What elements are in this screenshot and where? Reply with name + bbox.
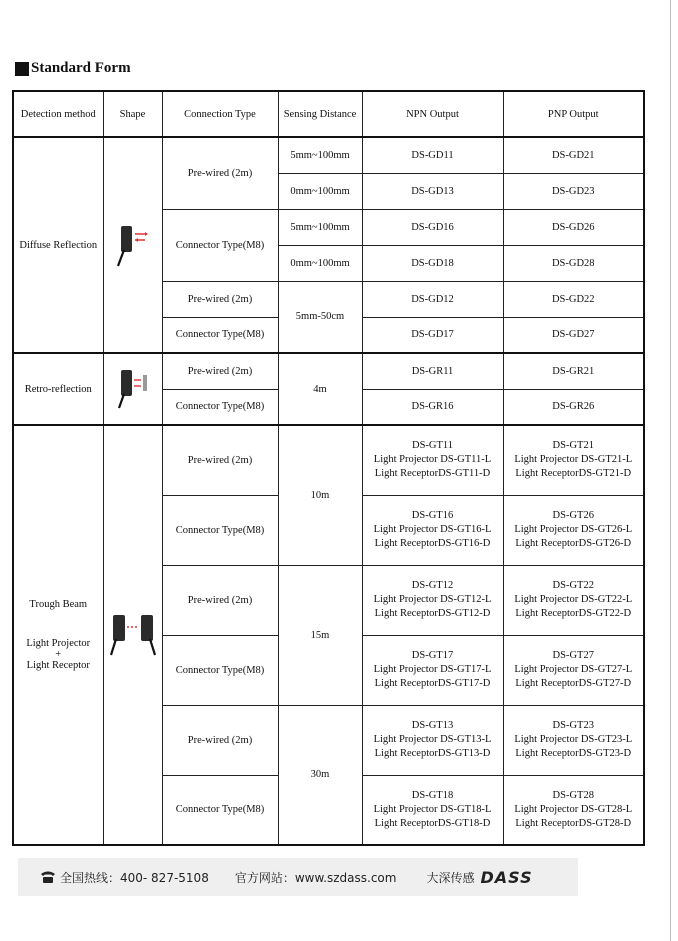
receptor-code: Light ReceptorDS-GT28-D (515, 817, 632, 829)
pnp-cell (503, 775, 644, 845)
conn-cell: Pre-wired (2m) (162, 565, 278, 635)
projector-code: Light Projector DS-GT26-L (514, 524, 633, 535)
conn-cell: Pre-wired (2m) (162, 137, 278, 209)
dist-cell: 15m (278, 565, 362, 705)
receptor-code: Light ReceptorDS-GT18-D (374, 817, 491, 829)
pnp-cell: DS-GD21 (503, 137, 644, 173)
npn-cell (362, 495, 503, 565)
projector-code: Light Projector DS-GT18-L (373, 803, 492, 815)
website-text: 官方网站：www.szdass.com (234, 870, 397, 885)
header-pnp: PNP Output (503, 91, 644, 137)
method-retro: Retro-reflection (13, 353, 103, 425)
npn-cell (362, 775, 503, 845)
npn-cell: DS-GD12 (362, 281, 503, 317)
receptor-code: Light ReceptorDS-GT21-D (515, 468, 632, 480)
npn-cell (362, 705, 503, 775)
projector-code: Light Projector DS-GT16-L (373, 524, 492, 535)
shape-through-beam (103, 425, 162, 845)
npn-cell: DS-GR16 (362, 389, 503, 425)
brand-logo: DASS (480, 867, 533, 887)
npn-cell: DS-GR11 (362, 353, 503, 389)
receptor-code: Light ReceptorDS-GT17-D (374, 678, 491, 689)
conn-cell: Connector Type(M8) (162, 775, 278, 845)
projector-code: Light Projector DS-GT21-L (514, 454, 633, 466)
npn-cell: DS-GD13 (362, 173, 503, 209)
pnp-cell: DS-GD22 (503, 281, 644, 317)
projector-code: Light Projector DS-GT11-L (373, 454, 492, 466)
method-through-beam (13, 425, 103, 845)
header-npn: NPN Output (362, 91, 503, 137)
section-title (15, 60, 131, 77)
spec-table (12, 90, 645, 846)
through-beam-sensor-icon (107, 609, 159, 661)
dist-cell: 5mm-50cm (278, 281, 362, 353)
projector-code: Light Projector DS-GT27-L (514, 664, 633, 675)
dist-cell: 5mm~100mm (278, 137, 362, 173)
npn-cell (362, 425, 503, 495)
npn-cell: DS-GD18 (362, 245, 503, 281)
phone-icon (40, 870, 56, 884)
pnp-cell (503, 425, 644, 495)
shape-diffuse (103, 137, 162, 353)
method-through-line3: + (55, 649, 62, 660)
dist-cell: 5mm~100mm (278, 209, 362, 245)
pnp-cell: DS-GR21 (503, 353, 644, 389)
pnp-cell: DS-GR26 (503, 389, 644, 425)
pnp-cell: DS-GD27 (503, 317, 644, 353)
projector-code: Light Projector DS-GT12-L (373, 594, 492, 605)
conn-cell: Connector Type(M8) (162, 209, 278, 281)
section-title-text: Standard Form (31, 60, 131, 76)
conn-cell: Pre-wired (2m) (162, 425, 278, 495)
model-code: DS-GT18 (411, 789, 454, 801)
table-row (13, 137, 644, 173)
brand-name: 大深传感 (426, 870, 475, 885)
model-code: DS-GT13 (411, 720, 454, 731)
conn-cell: Pre-wired (2m) (162, 705, 278, 775)
header-method: Detection method (13, 91, 103, 137)
method-diffuse: Diffuse Reflection (13, 137, 103, 353)
projector-code: Light Projector DS-GT28-L (514, 803, 633, 815)
conn-cell: Connector Type(M8) (162, 317, 278, 353)
conn-cell: Connector Type(M8) (162, 389, 278, 425)
model-code: DS-GT12 (411, 580, 454, 591)
method-through-line4: Light Receptor (26, 660, 90, 671)
dist-cell: 30m (278, 705, 362, 845)
square-bullet-icon (15, 62, 29, 76)
conn-cell: Pre-wired (2m) (162, 281, 278, 317)
receptor-code: Light ReceptorDS-GT22-D (515, 608, 632, 619)
footer-bar (18, 858, 578, 896)
method-through-line1: Trough Beam (29, 599, 88, 610)
npn-cell: DS-GD16 (362, 209, 503, 245)
pnp-cell (503, 635, 644, 705)
dist-cell: 10m (278, 425, 362, 565)
pnp-cell (503, 705, 644, 775)
model-code: DS-GT27 (552, 650, 594, 661)
header-connection: Connection Type (162, 91, 278, 137)
model-code: DS-GT21 (552, 440, 594, 452)
page-right-rule (670, 0, 671, 941)
table-row (13, 353, 644, 389)
method-through-line2: Light Projector (26, 638, 91, 649)
model-code: DS-GT28 (552, 789, 594, 801)
diffuse-sensor-icon (113, 220, 153, 270)
projector-code: Light Projector DS-GT13-L (373, 734, 492, 745)
retro-sensor-icon (113, 366, 153, 412)
pnp-cell (503, 495, 644, 565)
npn-cell: DS-GD11 (362, 137, 503, 173)
model-code: DS-GT17 (411, 650, 454, 661)
dist-cell: 0mm~100mm (278, 245, 362, 281)
projector-code: Light Projector DS-GT23-L (514, 734, 633, 745)
npn-cell (362, 635, 503, 705)
receptor-code: Light ReceptorDS-GT16-D (374, 538, 491, 549)
receptor-code: Light ReceptorDS-GT11-D (374, 468, 491, 480)
model-code: DS-GT23 (552, 720, 594, 731)
receptor-code: Light ReceptorDS-GT12-D (374, 608, 491, 619)
model-code: DS-GT26 (552, 510, 594, 521)
pnp-cell: DS-GD28 (503, 245, 644, 281)
pnp-cell: DS-GD23 (503, 173, 644, 209)
conn-cell: Pre-wired (2m) (162, 353, 278, 389)
model-code: DS-GT16 (411, 510, 454, 521)
pnp-cell (503, 565, 644, 635)
model-code: DS-GT11 (411, 440, 454, 452)
header-row (13, 91, 644, 137)
receptor-code: Light ReceptorDS-GT27-D (515, 678, 632, 689)
conn-cell: Connector Type(M8) (162, 495, 278, 565)
projector-code: Light Projector DS-GT22-L (514, 594, 633, 605)
npn-cell (362, 565, 503, 635)
projector-code: Light Projector DS-GT17-L (373, 664, 492, 675)
receptor-code: Light ReceptorDS-GT13-D (374, 748, 491, 759)
shape-retro (103, 353, 162, 425)
npn-cell: DS-GD17 (362, 317, 503, 353)
receptor-code: Light ReceptorDS-GT23-D (515, 748, 632, 759)
model-code: DS-GT22 (552, 580, 594, 591)
receptor-code: Light ReceptorDS-GT26-D (515, 538, 632, 549)
header-distance: Sensing Distance (278, 91, 362, 137)
table-row (13, 425, 644, 495)
header-shape: Shape (103, 91, 162, 137)
hotline-text: 全国热线：400- 827-5108 (60, 870, 209, 885)
conn-cell: Connector Type(M8) (162, 635, 278, 705)
dist-cell: 4m (278, 353, 362, 425)
dist-cell: 0mm~100mm (278, 173, 362, 209)
pnp-cell: DS-GD26 (503, 209, 644, 245)
